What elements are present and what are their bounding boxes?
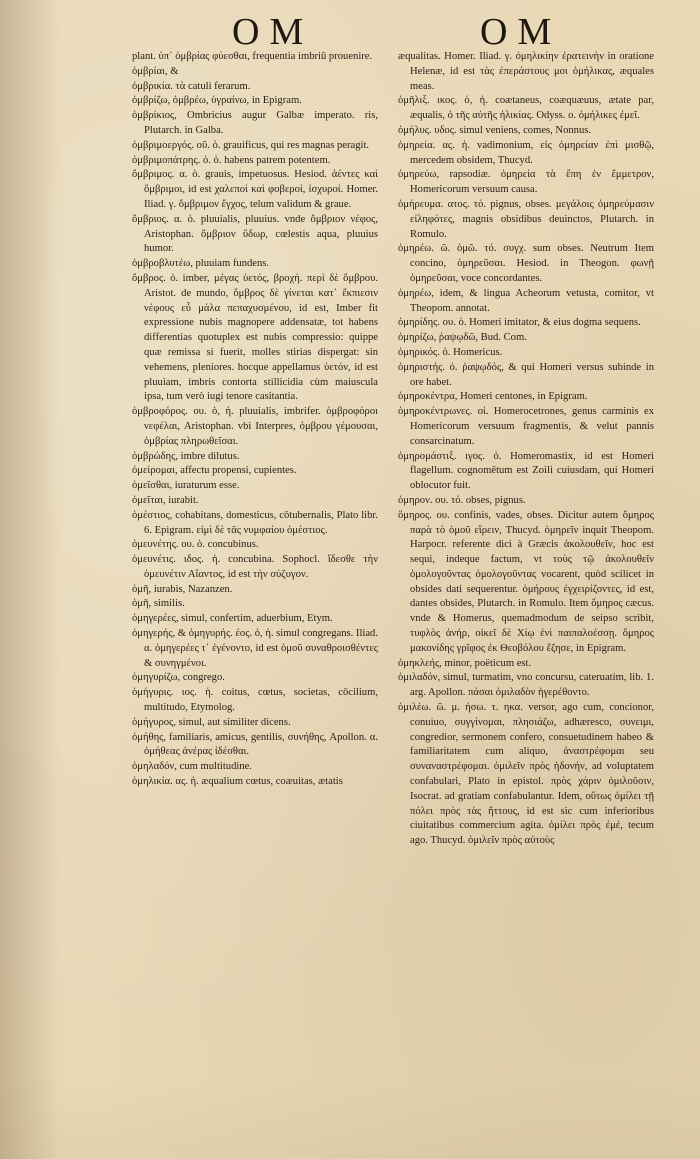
dictionary-entry: ὁμιλαδόν, simul, turmatim, vno concursu, cateruatim, lib. 1. arg. Apollon. πάσαι ὁμιλαδὸν ἠγερέθοντο. — [398, 672, 654, 699]
dictionary-entry: ὀμβρίκιος, Ombricius augur Galbæ imperato. ris, Plutarch. in Galba. — [132, 110, 378, 136]
dictionary-entry: ὁμηρεία. ας. ἡ. vadimonium, εἰς ὁμηρείαν ἐπὶ μισθῷ, mercedem obsidem, Thucyd. — [398, 139, 654, 166]
dictionary-entry: ὄμβρος. ὁ. imber, μέγας ὑετός, βροχή. περὶ δὲ ὄμβρου. Aristot. de mundo, ὄμβρος δὲ γίνεται κατ᾽ ἔκπιεσιν νέφους εὖ μάλα πεπαχυσμένου, id est, Imber fit expressione nubis magnopere addensatæ, tot habens differentias quotuplex est nubis compressio: quippe quæ remissa si fuerit, molles stirias dispergat: sin vehemens, pleniores. hocque appellamus ὑετόν, id est pluuiam, imbris contorta stillicidia cùm maiuscula ipsa, tum verò iugi tenore casitantia. — [132, 272, 378, 403]
dictionary-entry: ὁμηροκέντρα, Homeri centones, in Epigram. — [398, 391, 588, 403]
dictionary-entry: ὀμβρικία. τὰ catuli ferarum. — [132, 80, 251, 92]
dictionary-entry: ὀμβρώδης, imbre dilutus. — [132, 450, 240, 462]
left-column — [132, 50, 378, 790]
dictionary-entry: ὁμηρέω, idem, & lingua Acheorum vetusta, comitor, vt Theopom. annotat. — [398, 287, 654, 314]
dictionary-entry: ὁμήγυρις. ιος. ἡ. coitus, cœtus, societas, cōcilium, multitudo, Etymolog. — [132, 687, 378, 714]
dictionary-entry: ὁμηρον. ου. τό. obses, pignus. — [398, 494, 526, 506]
right-column — [398, 50, 654, 849]
dictionary-entry: ὀμβριμοπάτρης. ὁ. ὁ. habens patrem potentem. — [132, 154, 331, 166]
dictionary-entry: ὁμιλέω. ῶ. μ. ήσω. τ. ηκα. versor, ago cum, concionor, conuiuo, συγγίνομαι, πλησιάζω, adhæresco, συνειμι, congredior, sermonem confero, consuetudinem habeo & familiaritatem cum aliquo, ἀναστρέφομαι seu συναναστρέφομαι. ὁμιλεῖν πρὸς ἡδονήν, ad voluptatem confabulari, Plato in epistol. πρὸς χάριν ὁμιλοῦσιν, Isocrat. ad gratiam confabulantur. Idem, οὕτως ὁμίλει τῇ πόλει πρὸς τὰς ἥττους, id est sic cum inferioribus ciuitatibus commercium agita. ὁμίλει πρὸς ἐμέ, tecum ago. Thucyd. ὁμιλεῖν πρὸς αὐτοὺς — [398, 702, 654, 847]
running-header-left: OM — [232, 11, 314, 53]
dictionary-entry: ὁμηριστής. ὁ. ῥαψῳδός, & qui Homeri versus subinde in ore habet. — [398, 361, 654, 388]
dictionary-entry: ὁμηρέω. ῶ. ὁμῶ. τό. συγχ. sum obses. Neutrum Item concino, ὁμηρεῦσαι. Hesiod. in Theogon. φωνῇ ὁμηρεῦσαι, voce concordantes. — [398, 243, 654, 284]
dictionary-entry: ὀμβριμοεργός. οῦ. ὁ. grauificus, qui res magnas peragit. — [132, 139, 370, 151]
dictionary-entry: ὄμβριμος. α. ὁ. grauis, impetuosus. Hesiod. ἀέντες καὶ ὄμβριμοι, id est χαλεποὶ καὶ φοβεροί, ἰσχυροί. Homer. Iliad. γ. ὄμβριμον ἔγχος, telum validum & graue. — [132, 169, 378, 210]
dictionary-entry: ὄμβριος. α. ὁ. pluuialis, pluuius. vnde ὄμβριον νέφος, Aristophan. ὄμβριον ὕδωρ, cœlestis aqua, pluuius humor. — [132, 213, 378, 255]
dictionary-entry: ὁμευνέτης. ου. ὁ. concubinus. — [132, 539, 259, 551]
dictionary-entry: ὁμέστιος, cohabitans, domesticus, cōtubernalis, Plato libr. 6. Epigram. εἰμὶ δὲ τᾶς νυμφαίου ὁμέστιος. — [132, 509, 378, 536]
dictionary-entry: ὁμηρεύω, rapsodiæ. ὁμηρεία τὰ ἔπη ἐν ἔμμετρον, Homericorum versuum causa. — [398, 169, 654, 196]
dictionary-entry: ὀμείρομαι, affectu propensi, cupientes. — [132, 465, 297, 477]
dictionary-entry: ὁμηγερέες, simul, confertim, aduerbium, Etym. — [132, 613, 333, 625]
dictionary-entry: ὁμῆ, similis. — [132, 598, 185, 610]
dictionary-entry: ὀμβροβλυτέω, pluuiam fundens. — [132, 258, 270, 270]
page-bottom-margin — [0, 1079, 700, 1159]
dictionary-entry: plant. ὑπ᾽ ὀμβρίας φύεσθαι, frequentia imbriū prouenire. — [132, 51, 373, 62]
dictionary-entry: ὁμηρομάστιξ. ιγος. ὁ. Homeromastix, id est Homeri flagellum. cognomētum est Zoili cuiusdam, qui Homeri oblocutor fuit. — [398, 450, 654, 492]
gutter-shadow — [0, 0, 60, 1159]
dictionary-entry: ὀμῆ, iurabis, Nazanzen. — [132, 583, 233, 595]
dictionary-entry: ὁμήθης, familiaris, amicus, gentilis, συνήθης, Apollon. α. ὁμήθεας ἀνέρας ἰδέσθαι. — [132, 731, 378, 758]
dictionary-entry: ὀμεῖσθαι, iuraturum esse. — [132, 480, 240, 492]
dictionary-entry: æqualitas. Homer. Iliad. γ. ὁμηλικίην ἐρατεινὴν in oratione Helenæ, id est τὰς ἐπεράστους μοι ὁμήλικας, æquales meas. — [398, 51, 654, 92]
dictionary-entry: ὀμεῖται, iurabit. — [132, 494, 199, 506]
dictionary-entry: ὁμηρίζω, ῥαψῳδῶ, Bud. Com. — [398, 332, 527, 344]
dictionary-entry: ὁμηρικός. ὁ. Homericus. — [398, 346, 503, 358]
dictionary-entry: ὁμηροκέντρωνες. οἱ. Homerocetrones, genus carminis ex Homericorum versuum fragmentis, & velut pannis consarcinatum. — [398, 406, 654, 447]
dictionary-entry: ὁμηλαδόν, cum multitudine. — [132, 761, 252, 773]
dictionary-entry: ὁμηκλεής, minor, poëticum est. — [398, 657, 532, 669]
dictionary-entry: ὁμηγυρίζω, congrego. — [132, 672, 225, 684]
dictionary-entry: ὀμβροφόρος. ου. ὁ, ἡ. pluuialis, imbrifer. ὀμβροφόροι νεφέλαι, Aristophan. vbi Interpres, ὀμβρου γέμουσαι, ὀμβρίας πληρωθεῖσαι. — [132, 406, 378, 447]
dictionary-entry: ὁμήλυς. υδος. simul veniens, comes, Nonnus. — [398, 124, 592, 136]
dictionary-entry: ὁμηρίδης. ου. ὁ. Homeri imitator, & eius dogma sequens. — [398, 317, 641, 329]
dictionary-entry: ὁμευνέτις. ιδος. ἡ. concubina. Sophocl. ἴδεσθε τὴν ὁμευνέτιν Αἴαντος, id est τὴν σύζυγον. — [132, 554, 378, 580]
dictionary-entry: ὁμηγερής, & ὁμηγυρής. έος. ὁ, ἡ. simul congregans. Iliad. α. ὁμηγερέες τ᾽ ἐγένοντο, id est ὁμοῦ συναθροισθέντες & συνηγμένοι. — [132, 628, 378, 669]
dictionary-entry: ὀμβρίαι, & — [132, 65, 179, 77]
dictionary-entry: ὀμβρίζω, ὀμβρέω, ὑγραίνω, in Epigram. — [132, 95, 302, 107]
dictionary-entry: ὅμηρος. ου. confinis, vades, obses. Dicitur autem ὅμηρος παρὰ τὸ ὁμοῦ εἴρειν, Thucyd. ὁμηρεῖν inquit Theopom. Harpocr. referente dici à Græcis ἀκολουθεῖν, hoc est sequi, indeque factum, vt τοὺς τῷ ἀκολουθεῖν ὁμολογοῦντας ὁμολογοῦντας vocarent, quòd scilicet in obsides dati sequerentur. ὁμήρους ἐγχειρίζοντες, id est, dantes obsides, Plutarch. in Romulo. Item ὅμηρος cæcus. vnde & Homerus, quemadmodum de seipso scribit, τυφλὸς ἀνήρ, οἰκεῖ δὲ Χίῳ ἐνὶ παιπαλοέσσῃ. ὅμηρος μακονίδης γρῖφος ἐκ Θεοβόλου ἔζησε, in Epigram. — [398, 509, 654, 654]
dictionary-entry: ὁμήγυρος, simul, aut similiter dicens. — [132, 716, 291, 728]
dictionary-entry: ὁμῆλιξ. ικος. ὁ, ἡ. coætaneus, coæquæuus, ætate par, æqualis, ὁ τῆς αὐτῆς ἡλικίας. Odyss. ο. ὁμήλικες ἐμεῖ. — [398, 95, 654, 122]
dictionary-entry: ὁμήρευμα. ατος. τό. pignus, obses. μεγάλοις ὁμηρεύμασιν εἰληφότες, magnis obsidibus deuinctos, Plutarch. in Romulo. — [398, 198, 654, 240]
running-header-right: OM — [480, 11, 562, 53]
dictionary-entry: ὁμηλικία. ας. ἡ. æqualium cœtus, coæuitas, ætatis — [132, 776, 343, 788]
